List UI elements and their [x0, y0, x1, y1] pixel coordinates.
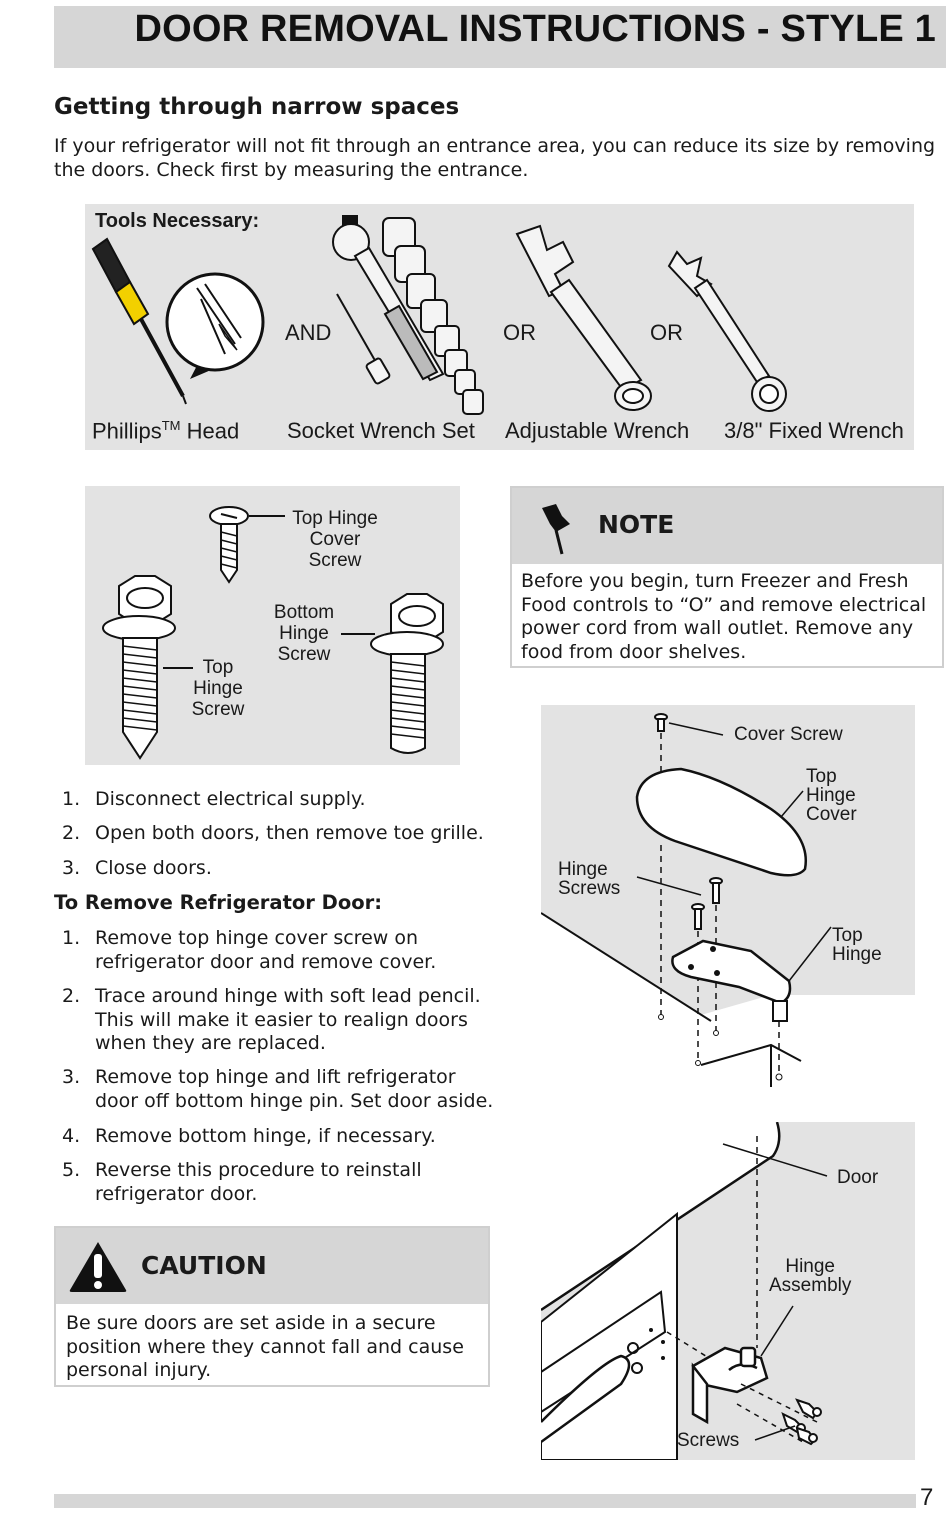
- bottom-hinge-screw-icon: [341, 594, 443, 753]
- phillips-tip-magnifier-icon: [167, 274, 263, 379]
- hinge-screw-icon: [692, 878, 722, 929]
- tools-illustration: [85, 204, 914, 450]
- hinge-screws-label: Hinge Screws: [558, 859, 621, 899]
- remove-door-heading: To Remove Refrigerator Door:: [54, 891, 383, 914]
- hinge-assembly-label: Hinge Assembly: [769, 1256, 852, 1296]
- caution-box: [54, 1226, 490, 1387]
- bottom-hinge-screw-label: Bottom Hinge Screw: [273, 602, 335, 665]
- screw-icon: [783, 1400, 821, 1444]
- fixed-wrench-icon: [669, 252, 786, 411]
- socket-wrench-label: Socket Wrench Set: [287, 418, 475, 443]
- footer-bar: [54, 1494, 916, 1508]
- page-title: DOOR REMOVAL INSTRUCTIONS - STYLE 1: [134, 8, 936, 50]
- cover-screw-icon: [210, 507, 285, 582]
- tools-title: Tools Necessary:: [95, 210, 260, 232]
- fixed-wrench-label: 3/8" Fixed Wrench: [724, 418, 904, 443]
- note-header: [512, 488, 942, 564]
- top-hinge-screw-icon: [103, 576, 193, 758]
- caution-header: [56, 1228, 488, 1304]
- socket-wrench-icon: [333, 216, 483, 414]
- title-bar: [54, 6, 946, 68]
- phillips-label: Phillips™ Head: [92, 418, 240, 444]
- section-heading: Getting through narrow spaces: [54, 94, 460, 120]
- note-body: Before you begin, turn Freezer and Fresh Food controls to “O” and remove electrical power cord from wall outlet. Remove any food from door shelves.: [521, 570, 927, 663]
- adjustable-wrench-label: Adjustable Wrench: [505, 418, 690, 443]
- note-box: [510, 486, 944, 668]
- or-label-1: OR: [503, 320, 536, 345]
- page-number: 7: [920, 1484, 934, 1511]
- screws-label: Screws: [677, 1430, 740, 1451]
- top-hinge-diagram: [541, 705, 915, 1087]
- adjustable-wrench-icon: [517, 226, 651, 410]
- or-label-2: OR: [650, 320, 683, 345]
- door-label: Door: [837, 1167, 879, 1188]
- hinge-assembly-icon: [693, 1348, 767, 1422]
- tools-panel: [85, 204, 914, 450]
- intro-paragraph: If your refrigerator will not fit through an entrance area, you can reduce its size by removing the doors. Check first by measuring the entrance.: [54, 135, 936, 181]
- pushpin-icon: [536, 502, 576, 558]
- cover-screw-label: Cover Screw: [734, 724, 843, 745]
- top-hinge-cover-label: Top Hinge Cover: [806, 766, 857, 825]
- screws-panel: [85, 486, 460, 765]
- caution-title: CAUTION: [141, 1251, 267, 1280]
- warning-icon: [68, 1240, 128, 1294]
- top-hinge-label: Top Hinge: [832, 925, 882, 965]
- and-label: AND: [285, 320, 332, 345]
- cover-screw-small-icon: [655, 714, 667, 731]
- top-hinge-screw-label: Top Hinge Screw: [191, 657, 245, 720]
- note-title: NOTE: [598, 510, 675, 539]
- top-hinge-cover-screw-label: Top Hinge Cover Screw: [292, 508, 378, 571]
- bottom-hinge-diagram: [541, 1122, 915, 1460]
- caution-body: Be sure doors are set aside in a secure position where they cannot fall and cause personal injury.: [66, 1312, 464, 1381]
